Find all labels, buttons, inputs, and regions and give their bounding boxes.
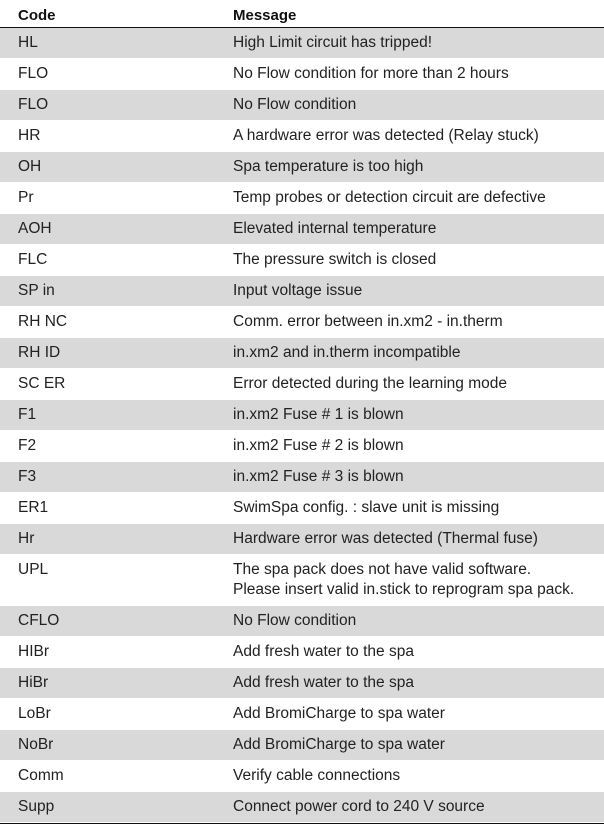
code-cell: F2 [18, 437, 37, 454]
message-cell [215, 493, 604, 523]
message-line: No Flow condition [233, 612, 357, 629]
table-row [0, 668, 604, 699]
table-row [0, 730, 604, 761]
message-cell [215, 338, 604, 368]
table-row [0, 28, 604, 59]
code-cell: F3 [18, 468, 37, 485]
code-cell: Supp [18, 798, 55, 815]
message-line: in.xm2 and in.therm incompatible [233, 344, 461, 361]
table-row [0, 400, 604, 431]
message-cell [215, 276, 604, 306]
message-line: Comm. error between in.xm2 - in.therm [233, 313, 503, 330]
message-line: SwimSpa config. : slave unit is missing [233, 499, 500, 516]
message-cell [215, 214, 604, 244]
message-line: Input voltage issue [233, 282, 363, 299]
message-cell [215, 307, 604, 337]
message-cell [215, 462, 604, 492]
message-cell [215, 400, 604, 430]
message-line: in.xm2 Fuse # 3 is blown [233, 468, 404, 485]
table-row [0, 792, 604, 823]
code-cell: HiBr [18, 674, 49, 691]
message-line: Add fresh water to the spa [233, 643, 414, 660]
table-row [0, 338, 604, 369]
code-cell: FLC [18, 251, 48, 268]
message-cell [215, 59, 604, 89]
table-row [0, 699, 604, 730]
message-cell [215, 761, 604, 791]
message-line: The pressure switch is closed [233, 251, 437, 268]
message-cell [215, 730, 604, 760]
code-cell: NoBr [18, 736, 54, 753]
code-cell: HL [18, 34, 38, 51]
message-cell [215, 792, 604, 822]
message-line: Temp probes or detection circuit are defective [233, 189, 546, 206]
message-line: in.xm2 Fuse # 2 is blown [233, 437, 404, 454]
message-line: No Flow condition for more than 2 hours [233, 65, 509, 82]
message-cell [215, 245, 604, 275]
message-cell [215, 369, 604, 399]
message-line: Add BromiCharge to spa water [233, 736, 445, 753]
message-line: Please insert valid in.stick to reprogram spa pack. [233, 581, 575, 598]
table-header [0, 0, 604, 28]
message-cell [215, 668, 604, 698]
table-row [0, 637, 604, 668]
code-cell: Comm [18, 767, 64, 784]
code-cell: F1 [18, 406, 37, 423]
table-row [0, 214, 604, 245]
table-row [0, 761, 604, 792]
message-line: Verify cable connections [233, 767, 401, 784]
table-row [0, 462, 604, 493]
code-cell: UPL [18, 561, 49, 578]
code-cell: Pr [18, 189, 34, 206]
table-row [0, 121, 604, 152]
table-row [0, 59, 604, 90]
code-cell: ER1 [18, 499, 49, 516]
message-cell [215, 699, 604, 729]
message-cell [215, 637, 604, 667]
message-line: Connect power cord to 240 V source [233, 798, 485, 815]
message-line: in.xm2 Fuse # 1 is blown [233, 406, 404, 423]
message-cell [215, 152, 604, 182]
message-line: The spa pack does not have valid software. [233, 561, 532, 578]
table-row [0, 90, 604, 121]
table-body [0, 28, 604, 823]
message-cell [215, 183, 604, 213]
code-cell: HIBr [18, 643, 49, 660]
table-row [0, 152, 604, 183]
message-line: High Limit circuit has tripped! [233, 34, 432, 51]
message-cell [215, 121, 604, 151]
table-row [0, 276, 604, 307]
message-line: A hardware error was detected (Relay stuck) [233, 127, 539, 144]
code-cell: FLO [18, 96, 49, 113]
code-cell: CFLO [18, 612, 60, 629]
message-line: Add fresh water to the spa [233, 674, 414, 691]
table-row [0, 183, 604, 214]
message-cell [215, 28, 604, 58]
code-cell: RH ID [18, 344, 61, 361]
message-line: Spa temperature is too high [233, 158, 424, 175]
code-cell: OH [18, 158, 42, 175]
message-line: Elevated internal temperature [233, 220, 437, 237]
message-cell [215, 431, 604, 461]
message-line: Add BromiCharge to spa water [233, 705, 445, 722]
code-cell: SP in [18, 282, 55, 299]
code-cell: LoBr [18, 705, 51, 722]
code-cell: SC ER [18, 375, 66, 392]
message-cell [215, 555, 604, 605]
message-cell [215, 606, 604, 636]
code-cell: AOH [18, 220, 52, 237]
code-cell: HR [18, 127, 41, 144]
table-row [0, 493, 604, 524]
header-code: Code [18, 7, 56, 24]
table-row [0, 369, 604, 400]
table-row [0, 245, 604, 276]
table-row [0, 606, 604, 637]
table-row [0, 555, 604, 606]
table-row [0, 307, 604, 338]
message-cell [215, 524, 604, 554]
message-cell [215, 90, 604, 120]
message-line: Error detected during the learning mode [233, 375, 507, 392]
code-cell: RH NC [18, 313, 68, 330]
message-line: No Flow condition [233, 96, 357, 113]
code-cell: Hr [18, 530, 35, 547]
code-cell: FLO [18, 65, 49, 82]
header-message: Message [233, 7, 297, 24]
message-line: Hardware error was detected (Thermal fuse) [233, 530, 538, 547]
table-row [0, 431, 604, 462]
table-row [0, 524, 604, 555]
